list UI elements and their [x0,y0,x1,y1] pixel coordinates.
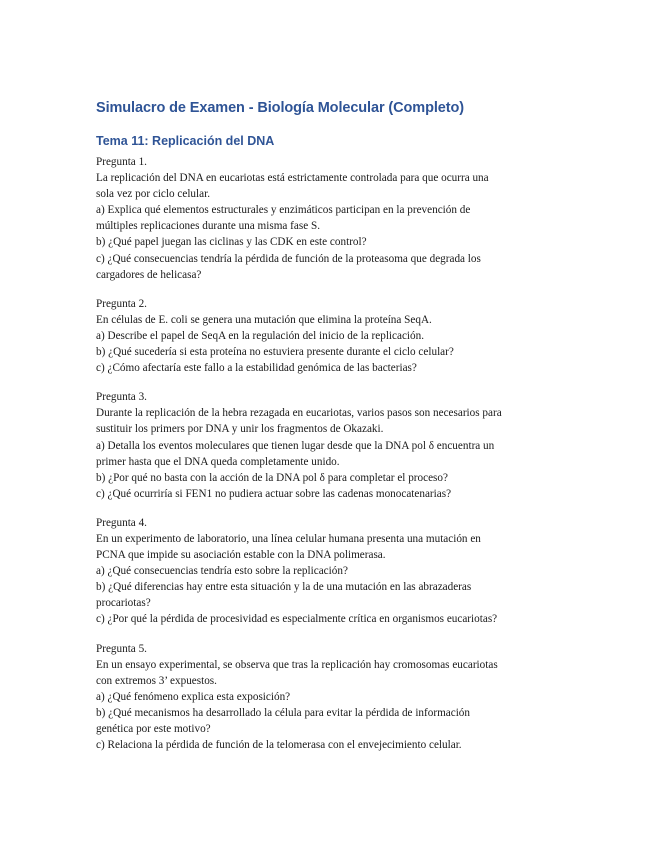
question-block [96,296,566,376]
question-block [96,515,566,628]
question-block [96,641,566,754]
question-text-line: En un ensayo experimental, se observa que tras la replicación hay cromosomas eucariotas [96,658,498,671]
question-text-line: c) ¿Qué ocurriría si FEN1 no pudiera actuar sobre las cadenas monocatenarias? [96,487,452,500]
document-title: Simulacro de Examen - Biología Molecular (Completo) [96,100,464,116]
question-text-line: En un experimento de laboratorio, una línea celular humana presenta una mutación en [96,532,481,545]
question-text-line: a) Describe el papel de SeqA en la regulación del inicio de la replicación. [96,329,425,342]
question-text-line: b) ¿Qué sucedería si esta proteína no estuviera presente durante el ciclo celular? [96,346,454,359]
question-text-line: a) ¿Qué fenómeno explica esta exposición? [96,690,291,703]
question-text-line: sustituir los primers por DNA y unir los fragmentos de Okazaki. [96,423,384,436]
section-title: Tema 11: Replicación del DNA [96,134,275,148]
question-text-line: múltiples replicaciones durante una misma fase S. [96,220,320,233]
question-label: Pregunta 3. [96,391,147,404]
question-text-line: genética por este motivo? [96,723,211,735]
question-text-line: sola vez por ciclo celular. [96,188,210,201]
question-text-line: c) ¿Qué consecuencias tendría la pérdida de función de la proteasoma que degrada los [96,252,481,265]
question-text-line: b) ¿Qué mecanismos ha desarrollado la célula para evitar la pérdida de información [96,706,470,719]
question-text-line: b) ¿Por qué no basta con la acción de la DNA pol δ para completar el proceso? [96,471,448,484]
question-text-line: En células de E. coli se genera una mutación que elimina la proteína SeqA. [96,313,432,326]
question-block [96,389,566,502]
question-list [96,154,566,753]
question-text-line: procariotas? [96,597,151,610]
question-text-line: c) Relaciona la pérdida de función de la telomerasa con el envejecimiento celular. [96,739,462,752]
question-text-line: cargadores de helicasa? [96,268,202,281]
question-label: Pregunta 1. [96,156,147,168]
question-text-line: a) Explica qué elementos estructurales y enzimáticos participan en la prevención de [96,204,471,217]
question-text-line: Durante la replicación de la hebra rezagada en eucariotas, varios pasos son necesarios para [96,407,502,420]
question-text-line: c) ¿Cómo afectaría este fallo a la estabilidad genómica de las bacterias? [96,362,417,375]
question-text-line: a) Detalla los eventos moleculares que tienen lugar desde que la DNA pol δ encuentra un [96,439,495,452]
question-text-line: b) ¿Qué diferencias hay entre esta situación y la de una mutación en las abrazaderas [96,581,472,594]
question-text-line: PCNA que impide su asociación estable con la DNA polimerasa. [96,549,386,562]
question-text-line: c) ¿Por qué la pérdida de procesividad es especialmente crítica en organismos eucariotas? [96,613,498,626]
question-text-line: con extremos 3’ expuestos. [96,674,217,687]
question-label: Pregunta 4. [96,516,147,529]
question-text-line: La replicación del DNA en eucariotas está estrictamente controlada para que ocurra una [96,172,489,185]
question-text-line: primer hasta que el DNA queda completamente unido. [96,455,340,468]
question-text-line: a) ¿Qué consecuencias tendría esto sobre la replicación? [96,565,348,578]
question-label: Pregunta 5. [96,642,147,655]
document-page [96,100,566,766]
question-text-line: b) ¿Qué papel juegan las ciclinas y las CDK en este control? [96,236,367,249]
question-label: Pregunta 2. [96,297,147,310]
question-block [96,154,566,283]
